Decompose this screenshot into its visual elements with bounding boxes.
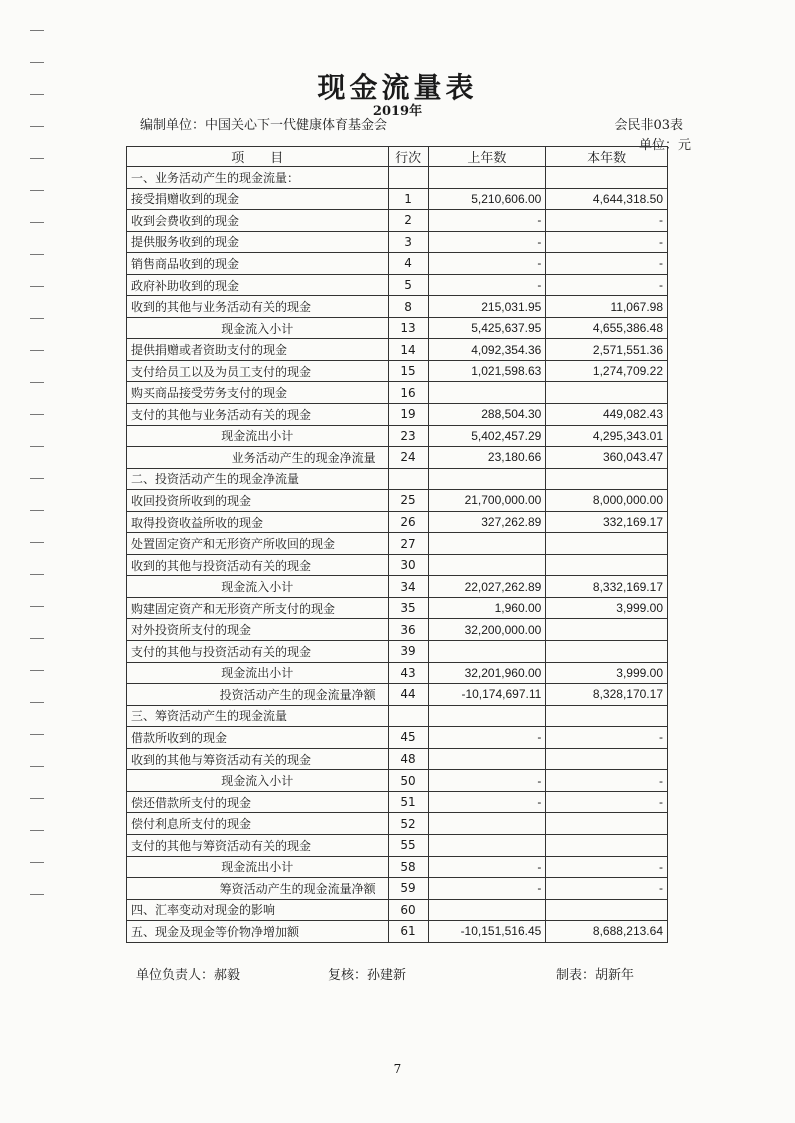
line-number: 48 (388, 748, 428, 770)
table-row (127, 554, 668, 576)
item-name: 收到会费收到的现金 (127, 210, 389, 232)
table-row (127, 339, 668, 361)
line-number: 30 (388, 554, 428, 576)
prev-year-value: 288,504.30 (428, 404, 546, 426)
item-name: 收到的其他与投资活动有关的现金 (127, 554, 389, 576)
table-row (127, 662, 668, 684)
prev-year-value: - (428, 791, 546, 813)
table-row (127, 770, 668, 792)
line-number: 58 (388, 856, 428, 878)
item-name: 收回投资所收到的现金 (127, 490, 389, 512)
line-number: 43 (388, 662, 428, 684)
item-name: 借款所收到的现金 (127, 727, 389, 749)
form-number: 会民非03表 (614, 118, 683, 133)
item-name: 筹资活动产生的现金流量净额 (127, 878, 389, 900)
prev-year-value (428, 167, 546, 189)
page-title: 现金流量表 (317, 71, 478, 104)
prev-year-value: 32,201,960.00 (428, 662, 546, 684)
prev-year-value: 4,092,354.36 (428, 339, 546, 361)
table-row (127, 813, 668, 835)
line-number: 25 (388, 490, 428, 512)
item-name: 提供捐赠或者资助支付的现金 (127, 339, 389, 361)
current-year-value (546, 834, 668, 856)
prev-year-value: - (428, 210, 546, 232)
prev-year-value: 1,960.00 (428, 597, 546, 619)
table-row (127, 921, 668, 943)
prev-year-value (428, 382, 546, 404)
prev-year-value: 21,700,000.00 (428, 490, 546, 512)
current-year-value: - (546, 231, 668, 253)
item-name: 支付的其他与筹资活动有关的现金 (127, 834, 389, 856)
current-year-value (546, 167, 668, 189)
prev-year-value: 23,180.66 (428, 447, 546, 469)
item-name: 现金流出小计 (127, 856, 389, 878)
table-row (127, 511, 668, 533)
current-year-value: 360,043.47 (546, 447, 668, 469)
item-name: 收到的其他与业务活动有关的现金 (127, 296, 389, 318)
line-number: 26 (388, 511, 428, 533)
line-number: 27 (388, 533, 428, 555)
current-year-value (546, 533, 668, 555)
table-row (127, 404, 668, 426)
line-number: 13 (388, 317, 428, 339)
line-number: 44 (388, 684, 428, 706)
line-number: 24 (388, 447, 428, 469)
item-name: 偿还借款所支付的现金 (127, 791, 389, 813)
current-year-value: 8,328,170.17 (546, 684, 668, 706)
current-year-value: - (546, 727, 668, 749)
table-row (127, 468, 668, 490)
prev-year-value: - (428, 727, 546, 749)
prev-year-value: - (428, 253, 546, 275)
current-year-value: 8,000,000.00 (546, 490, 668, 512)
line-number (388, 468, 428, 490)
current-year-value (546, 705, 668, 727)
prev-year-value: 1,021,598.63 (428, 360, 546, 382)
table-row (127, 490, 668, 512)
item-name: 购建固定资产和无形资产所支付的现金 (127, 597, 389, 619)
current-year-value: - (546, 856, 668, 878)
item-name: 处置固定资产和无形资产所收回的现金 (127, 533, 389, 555)
table-row (127, 296, 668, 318)
column-header-line: 行次 (388, 147, 428, 167)
table-row (127, 705, 668, 727)
line-number: 61 (388, 921, 428, 943)
prev-year-value: -10,174,697.11 (428, 684, 546, 706)
table-row (127, 274, 668, 296)
item-name: 对外投资所支付的现金 (127, 619, 389, 641)
prev-year-value: 5,425,637.95 (428, 317, 546, 339)
column-header-current-year: 本年数 (546, 147, 668, 167)
current-year-value: 3,999.00 (546, 662, 668, 684)
page-number: 7 (393, 1062, 402, 1076)
current-year-value: 11,067.98 (546, 296, 668, 318)
prev-year-value (428, 533, 546, 555)
table-row (127, 619, 668, 641)
item-name: 现金流出小计 (127, 662, 389, 684)
item-name: 五、现金及现金等价物净增加额 (127, 921, 389, 943)
line-number: 3 (388, 231, 428, 253)
table-row (127, 727, 668, 749)
current-year-value: - (546, 253, 668, 275)
table-row (127, 791, 668, 813)
item-name: 四、汇率变动对现金的影响 (127, 899, 389, 921)
line-number: 39 (388, 641, 428, 663)
table-row (127, 210, 668, 232)
item-name: 销售商品收到的现金 (127, 253, 389, 275)
current-year-value: 1,274,709.22 (546, 360, 668, 382)
table-row (127, 317, 668, 339)
table-row (127, 533, 668, 555)
line-number: 14 (388, 339, 428, 361)
line-number (388, 705, 428, 727)
line-number: 4 (388, 253, 428, 275)
reviewer-signature: 复核：孙建新 (328, 968, 407, 983)
item-name: 接受捐赠收到的现金 (127, 188, 389, 210)
item-name: 政府补助收到的现金 (127, 274, 389, 296)
table-row (127, 253, 668, 275)
line-number: 45 (388, 727, 428, 749)
table-row (127, 360, 668, 382)
prev-year-value (428, 554, 546, 576)
current-year-value: - (546, 791, 668, 813)
column-header-prev-year: 上年数 (428, 147, 546, 167)
item-name: 收到的其他与筹资活动有关的现金 (127, 748, 389, 770)
line-number: 1 (388, 188, 428, 210)
current-year-value (546, 641, 668, 663)
item-name: 投资活动产生的现金流量净额 (127, 684, 389, 706)
table-row (127, 748, 668, 770)
table-row (127, 167, 668, 189)
line-number: 2 (388, 210, 428, 232)
binding-marks (30, 30, 50, 926)
item-name: 现金流出小计 (127, 425, 389, 447)
line-number: 55 (388, 834, 428, 856)
line-number: 15 (388, 360, 428, 382)
preparer-signature: 制表：胡新年 (556, 968, 635, 983)
prev-year-value: 5,402,457.29 (428, 425, 546, 447)
prev-year-value (428, 899, 546, 921)
line-number: 5 (388, 274, 428, 296)
table-header-row (127, 147, 668, 167)
current-year-value: 4,295,343.01 (546, 425, 668, 447)
item-name: 现金流入小计 (127, 770, 389, 792)
line-number: 34 (388, 576, 428, 598)
current-year-value: - (546, 274, 668, 296)
current-year-value: 449,082.43 (546, 404, 668, 426)
prev-year-value (428, 705, 546, 727)
line-number: 16 (388, 382, 428, 404)
line-number: 8 (388, 296, 428, 318)
item-name: 业务活动产生的现金净流量 (127, 447, 389, 469)
current-year-value (546, 619, 668, 641)
current-year-value: - (546, 770, 668, 792)
prev-year-value: 32,200,000.00 (428, 619, 546, 641)
current-year-value: - (546, 210, 668, 232)
item-name: 三、筹资活动产生的现金流量 (127, 705, 389, 727)
current-year-value: 3,999.00 (546, 597, 668, 619)
line-number: 50 (388, 770, 428, 792)
currency-unit: 单位：元 (638, 138, 691, 153)
prev-year-value: 22,027,262.89 (428, 576, 546, 598)
table-row (127, 425, 668, 447)
current-year-value: 8,332,169.17 (546, 576, 668, 598)
report-year: 2019年 (372, 104, 423, 119)
line-number: 60 (388, 899, 428, 921)
current-year-value: - (546, 878, 668, 900)
table-row (127, 382, 668, 404)
prev-year-value: - (428, 231, 546, 253)
current-year-value: 8,688,213.64 (546, 921, 668, 943)
item-name: 现金流入小计 (127, 317, 389, 339)
cash-flow-table (126, 146, 668, 943)
current-year-value (546, 382, 668, 404)
line-number: 51 (388, 791, 428, 813)
line-number (388, 167, 428, 189)
prev-year-value (428, 834, 546, 856)
table-row (127, 899, 668, 921)
current-year-value: 332,169.17 (546, 511, 668, 533)
prev-year-value: 5,210,606.00 (428, 188, 546, 210)
current-year-value (546, 554, 668, 576)
organization-name: 编制单位：中国关心下一代健康体育基金会 (140, 118, 388, 133)
line-number: 35 (388, 597, 428, 619)
prev-year-value (428, 641, 546, 663)
prev-year-value: 327,262.89 (428, 511, 546, 533)
prev-year-value (428, 748, 546, 770)
line-number: 59 (388, 878, 428, 900)
column-header-item: 项 目 (127, 147, 389, 167)
line-number: 52 (388, 813, 428, 835)
table-row (127, 856, 668, 878)
table-row (127, 641, 668, 663)
item-name: 支付的其他与业务活动有关的现金 (127, 404, 389, 426)
item-name: 购买商品接受劳务支付的现金 (127, 382, 389, 404)
head-signature: 单位负责人：郝毅 (136, 968, 241, 983)
table-row (127, 878, 668, 900)
table-row (127, 231, 668, 253)
line-number: 23 (388, 425, 428, 447)
table-row (127, 834, 668, 856)
current-year-value: 2,571,551.36 (546, 339, 668, 361)
table-row (127, 684, 668, 706)
item-name: 一、业务活动产生的现金流量： (127, 167, 389, 189)
item-name: 现金流入小计 (127, 576, 389, 598)
item-name: 提供服务收到的现金 (127, 231, 389, 253)
item-name: 偿付利息所支付的现金 (127, 813, 389, 835)
item-name: 取得投资收益所收的现金 (127, 511, 389, 533)
table-row (127, 576, 668, 598)
prev-year-value: - (428, 878, 546, 900)
table-row (127, 188, 668, 210)
line-number: 36 (388, 619, 428, 641)
prev-year-value: -10,151,516.45 (428, 921, 546, 943)
item-name: 支付给员工以及为员工支付的现金 (127, 360, 389, 382)
prev-year-value: - (428, 856, 546, 878)
prev-year-value (428, 468, 546, 490)
current-year-value (546, 813, 668, 835)
item-name: 二、投资活动产生的现金净流量 (127, 468, 389, 490)
table-row (127, 597, 668, 619)
current-year-value: 4,644,318.50 (546, 188, 668, 210)
item-name: 支付的其他与投资活动有关的现金 (127, 641, 389, 663)
current-year-value: 4,655,386.48 (546, 317, 668, 339)
prev-year-value (428, 813, 546, 835)
prev-year-value: - (428, 274, 546, 296)
prev-year-value: 215,031.95 (428, 296, 546, 318)
prev-year-value: - (428, 770, 546, 792)
line-number: 19 (388, 404, 428, 426)
current-year-value (546, 748, 668, 770)
current-year-value (546, 899, 668, 921)
table-row (127, 447, 668, 469)
current-year-value (546, 468, 668, 490)
